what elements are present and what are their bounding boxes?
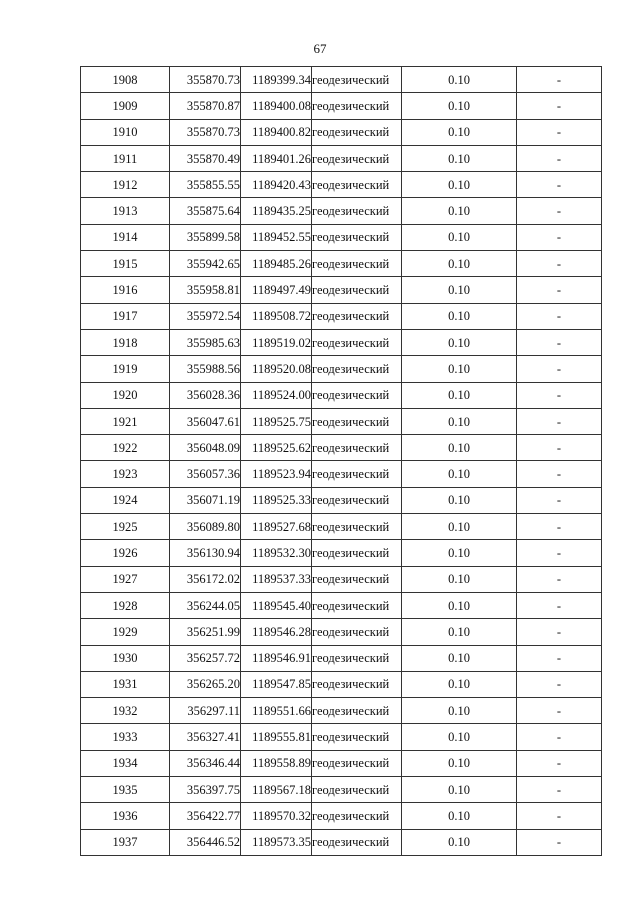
y-coordinate-cell: 1189555.81 [241,724,312,750]
note-cell: - [517,172,602,198]
table-row [81,224,602,250]
table-row [81,777,602,803]
method-cell: геодезический [312,382,402,408]
note-cell: - [517,566,602,592]
method-cell: геодезический [312,67,402,93]
note-cell: - [517,67,602,93]
point-number-cell: 1913 [81,198,170,224]
method-cell: геодезический [312,724,402,750]
y-coordinate-cell: 1189527.68 [241,514,312,540]
point-number-cell: 1934 [81,750,170,776]
method-cell: геодезический [312,566,402,592]
x-coordinate-cell: 355870.87 [170,93,241,119]
note-cell: - [517,803,602,829]
x-coordinate-cell: 355870.73 [170,119,241,145]
note-cell: - [517,329,602,355]
point-number-cell: 1921 [81,408,170,434]
note-cell: - [517,487,602,513]
accuracy-cell: 0.10 [402,671,517,697]
note-cell: - [517,119,602,145]
method-cell: геодезический [312,540,402,566]
method-cell: геодезический [312,224,402,250]
accuracy-cell: 0.10 [402,119,517,145]
method-cell: геодезический [312,93,402,119]
table-row [81,566,602,592]
point-number-cell: 1920 [81,382,170,408]
y-coordinate-cell: 1189532.30 [241,540,312,566]
point-number-cell: 1926 [81,540,170,566]
table-row [81,750,602,776]
table-body [81,67,602,856]
table-row [81,119,602,145]
note-cell: - [517,93,602,119]
x-coordinate-cell: 355870.49 [170,145,241,171]
accuracy-cell: 0.10 [402,356,517,382]
method-cell: геодезический [312,435,402,461]
accuracy-cell: 0.10 [402,750,517,776]
note-cell: - [517,829,602,855]
x-coordinate-cell: 355988.56 [170,356,241,382]
x-coordinate-cell: 355985.63 [170,329,241,355]
note-cell: - [517,461,602,487]
x-coordinate-cell: 356071.19 [170,487,241,513]
accuracy-cell: 0.10 [402,592,517,618]
point-number-cell: 1922 [81,435,170,461]
x-coordinate-cell: 356422.77 [170,803,241,829]
table-row [81,645,602,671]
table-row [81,619,602,645]
method-cell: геодезический [312,592,402,618]
table-row [81,461,602,487]
method-cell: геодезический [312,514,402,540]
accuracy-cell: 0.10 [402,93,517,119]
accuracy-cell: 0.10 [402,277,517,303]
point-number-cell: 1909 [81,93,170,119]
method-cell: геодезический [312,198,402,224]
y-coordinate-cell: 1189525.33 [241,487,312,513]
point-number-cell: 1910 [81,119,170,145]
accuracy-cell: 0.10 [402,803,517,829]
point-number-cell: 1919 [81,356,170,382]
x-coordinate-cell: 356028.36 [170,382,241,408]
note-cell: - [517,408,602,434]
method-cell: геодезический [312,671,402,697]
accuracy-cell: 0.10 [402,435,517,461]
point-number-cell: 1911 [81,145,170,171]
table-row [81,698,602,724]
table-row [81,408,602,434]
x-coordinate-cell: 356047.61 [170,408,241,434]
note-cell: - [517,724,602,750]
y-coordinate-cell: 1189524.00 [241,382,312,408]
accuracy-cell: 0.10 [402,514,517,540]
accuracy-cell: 0.10 [402,408,517,434]
table-row [81,592,602,618]
table-row [81,198,602,224]
coordinates-table [80,66,602,856]
table-row [81,435,602,461]
note-cell: - [517,671,602,697]
note-cell: - [517,435,602,461]
point-number-cell: 1932 [81,698,170,724]
note-cell: - [517,277,602,303]
accuracy-cell: 0.10 [402,619,517,645]
x-coordinate-cell: 356251.99 [170,619,241,645]
table-row [81,671,602,697]
x-coordinate-cell: 356297.11 [170,698,241,724]
point-number-cell: 1923 [81,461,170,487]
y-coordinate-cell: 1189547.85 [241,671,312,697]
method-cell: геодезический [312,461,402,487]
accuracy-cell: 0.10 [402,303,517,329]
note-cell: - [517,251,602,277]
y-coordinate-cell: 1189400.08 [241,93,312,119]
point-number-cell: 1908 [81,67,170,93]
point-number-cell: 1916 [81,277,170,303]
y-coordinate-cell: 1189567.18 [241,777,312,803]
y-coordinate-cell: 1189420.43 [241,172,312,198]
point-number-cell: 1912 [81,172,170,198]
table-row [81,382,602,408]
x-coordinate-cell: 356257.72 [170,645,241,671]
y-coordinate-cell: 1189435.25 [241,198,312,224]
accuracy-cell: 0.10 [402,829,517,855]
note-cell: - [517,698,602,724]
y-coordinate-cell: 1189537.33 [241,566,312,592]
y-coordinate-cell: 1189525.62 [241,435,312,461]
y-coordinate-cell: 1189497.49 [241,277,312,303]
table-row [81,803,602,829]
x-coordinate-cell: 356130.94 [170,540,241,566]
y-coordinate-cell: 1189545.40 [241,592,312,618]
method-cell: геодезический [312,777,402,803]
point-number-cell: 1928 [81,592,170,618]
table-row [81,67,602,93]
table-row [81,145,602,171]
note-cell: - [517,540,602,566]
method-cell: геодезический [312,487,402,513]
table-row [81,724,602,750]
point-number-cell: 1915 [81,251,170,277]
table-row [81,356,602,382]
method-cell: геодезический [312,145,402,171]
y-coordinate-cell: 1189570.32 [241,803,312,829]
method-cell: геодезический [312,619,402,645]
table-row [81,514,602,540]
table-row [81,277,602,303]
accuracy-cell: 0.10 [402,67,517,93]
y-coordinate-cell: 1189400.82 [241,119,312,145]
method-cell: геодезический [312,645,402,671]
x-coordinate-cell: 356057.36 [170,461,241,487]
table-row [81,303,602,329]
x-coordinate-cell: 356397.75 [170,777,241,803]
accuracy-cell: 0.10 [402,724,517,750]
x-coordinate-cell: 355870.73 [170,67,241,93]
accuracy-cell: 0.10 [402,198,517,224]
y-coordinate-cell: 1189508.72 [241,303,312,329]
method-cell: геодезический [312,329,402,355]
y-coordinate-cell: 1189546.91 [241,645,312,671]
method-cell: геодезический [312,803,402,829]
accuracy-cell: 0.10 [402,698,517,724]
note-cell: - [517,750,602,776]
accuracy-cell: 0.10 [402,487,517,513]
accuracy-cell: 0.10 [402,329,517,355]
x-coordinate-cell: 355899.58 [170,224,241,250]
accuracy-cell: 0.10 [402,224,517,250]
method-cell: геодезический [312,172,402,198]
note-cell: - [517,198,602,224]
table-row [81,487,602,513]
x-coordinate-cell: 356265.20 [170,671,241,697]
note-cell: - [517,777,602,803]
accuracy-cell: 0.10 [402,540,517,566]
y-coordinate-cell: 1189401.26 [241,145,312,171]
method-cell: геодезический [312,251,402,277]
x-coordinate-cell: 356346.44 [170,750,241,776]
point-number-cell: 1930 [81,645,170,671]
y-coordinate-cell: 1189551.66 [241,698,312,724]
note-cell: - [517,145,602,171]
accuracy-cell: 0.10 [402,777,517,803]
accuracy-cell: 0.10 [402,566,517,592]
y-coordinate-cell: 1189573.35 [241,829,312,855]
method-cell: геодезический [312,750,402,776]
table-row [81,829,602,855]
page-number: 67 [313,41,327,56]
y-coordinate-cell: 1189519.02 [241,329,312,355]
method-cell: геодезический [312,277,402,303]
accuracy-cell: 0.10 [402,145,517,171]
table-row [81,251,602,277]
accuracy-cell: 0.10 [402,172,517,198]
table-row [81,172,602,198]
method-cell: геодезический [312,698,402,724]
y-coordinate-cell: 1189452.55 [241,224,312,250]
x-coordinate-cell: 356446.52 [170,829,241,855]
x-coordinate-cell: 355855.55 [170,172,241,198]
note-cell: - [517,645,602,671]
x-coordinate-cell: 356327.41 [170,724,241,750]
point-number-cell: 1914 [81,224,170,250]
method-cell: геодезический [312,829,402,855]
table-row [81,329,602,355]
y-coordinate-cell: 1189523.94 [241,461,312,487]
method-cell: геодезический [312,408,402,434]
method-cell: геодезический [312,303,402,329]
accuracy-cell: 0.10 [402,461,517,487]
x-coordinate-cell: 355972.54 [170,303,241,329]
method-cell: геодезический [312,356,402,382]
x-coordinate-cell: 356244.05 [170,592,241,618]
point-number-cell: 1927 [81,566,170,592]
point-number-cell: 1937 [81,829,170,855]
table-row [81,540,602,566]
x-coordinate-cell: 356089.80 [170,514,241,540]
point-number-cell: 1931 [81,671,170,697]
x-coordinate-cell: 356048.09 [170,435,241,461]
point-number-cell: 1924 [81,487,170,513]
point-number-cell: 1925 [81,514,170,540]
point-number-cell: 1929 [81,619,170,645]
point-number-cell: 1936 [81,803,170,829]
x-coordinate-cell: 356172.02 [170,566,241,592]
point-number-cell: 1933 [81,724,170,750]
point-number-cell: 1918 [81,329,170,355]
note-cell: - [517,303,602,329]
method-cell: геодезический [312,119,402,145]
x-coordinate-cell: 355942.65 [170,251,241,277]
x-coordinate-cell: 355875.64 [170,198,241,224]
x-coordinate-cell: 355958.81 [170,277,241,303]
table-row [81,93,602,119]
accuracy-cell: 0.10 [402,382,517,408]
note-cell: - [517,592,602,618]
accuracy-cell: 0.10 [402,251,517,277]
accuracy-cell: 0.10 [402,645,517,671]
y-coordinate-cell: 1189485.26 [241,251,312,277]
note-cell: - [517,356,602,382]
note-cell: - [517,224,602,250]
y-coordinate-cell: 1189399.34 [241,67,312,93]
y-coordinate-cell: 1189525.75 [241,408,312,434]
note-cell: - [517,382,602,408]
note-cell: - [517,619,602,645]
point-number-cell: 1935 [81,777,170,803]
y-coordinate-cell: 1189520.08 [241,356,312,382]
y-coordinate-cell: 1189546.28 [241,619,312,645]
y-coordinate-cell: 1189558.89 [241,750,312,776]
note-cell: - [517,514,602,540]
point-number-cell: 1917 [81,303,170,329]
